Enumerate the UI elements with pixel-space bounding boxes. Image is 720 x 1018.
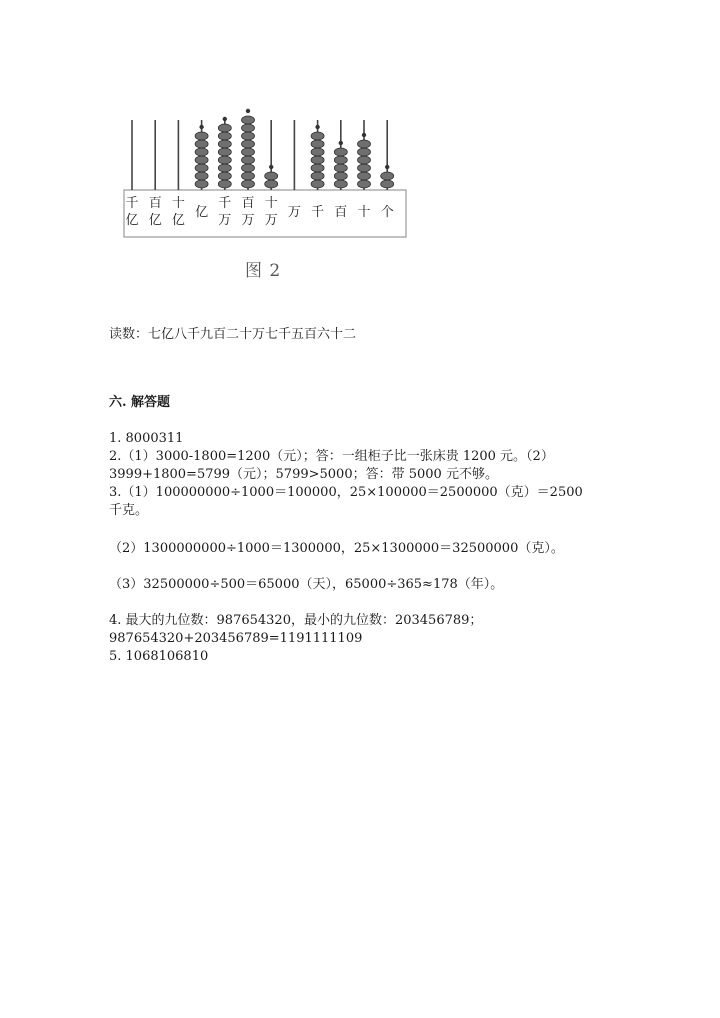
answer-3-part-3: （3）32500000÷500＝65000（天），65000÷365≈178（年）。 bbox=[109, 577, 504, 592]
answer-3-part-2: （2）1300000000÷1000＝1300000，25×1300000＝32500000（克）。 bbox=[109, 541, 564, 556]
abacus-bead bbox=[381, 172, 394, 180]
place-label-bottom: 亿 bbox=[125, 213, 139, 228]
abacus-bead bbox=[242, 180, 255, 188]
answer-5: 5. 1068106810 bbox=[109, 649, 209, 664]
rod-tip bbox=[339, 141, 343, 145]
abacus-bead bbox=[311, 164, 324, 172]
abacus-bead bbox=[265, 172, 278, 180]
answer-4-line-2: 987654320+203456789=1191111109 bbox=[109, 631, 363, 646]
rod-tip bbox=[362, 133, 366, 137]
abacus-bead bbox=[334, 156, 347, 164]
place-label-top: 千 bbox=[125, 196, 139, 211]
abacus-bead bbox=[358, 164, 371, 172]
abacus-bead bbox=[242, 172, 255, 180]
abacus-bead bbox=[242, 156, 255, 164]
answer-2-line-1: 2.（1）3000-1800=1200（元）；答：一组柜子比一张床贵 1200 元。（2） bbox=[109, 449, 554, 464]
place-label: 十 bbox=[357, 205, 371, 220]
abacus-figure bbox=[110, 92, 420, 282]
place-label-top: 十 bbox=[264, 196, 278, 211]
figure-caption: 图 2 bbox=[245, 261, 282, 281]
abacus-bead bbox=[218, 140, 231, 148]
abacus-bead bbox=[358, 140, 371, 148]
abacus-bead bbox=[218, 132, 231, 140]
abacus-bead bbox=[242, 116, 255, 124]
answer-3-part-1: 3.（1）100000000÷1000＝100000，25×100000＝2500000（克）＝2500 千克。 bbox=[109, 485, 583, 518]
place-label-top: 千 bbox=[218, 196, 232, 211]
abacus-bead bbox=[311, 180, 324, 188]
abacus-bead bbox=[195, 148, 208, 156]
abacus-bead bbox=[195, 156, 208, 164]
abacus-bead bbox=[311, 156, 324, 164]
place-label-top: 百 bbox=[241, 196, 255, 211]
abacus-bead bbox=[381, 180, 394, 188]
place-label: 万 bbox=[287, 205, 301, 220]
abacus-bead bbox=[311, 148, 324, 156]
reading-answer: 读数：七亿八千九百二十万七千五百六十二 bbox=[109, 327, 357, 342]
rod-tip bbox=[199, 125, 203, 129]
abacus-diagram bbox=[110, 92, 420, 262]
abacus-bead bbox=[242, 148, 255, 156]
abacus-bead bbox=[242, 124, 255, 132]
abacus-bead bbox=[195, 164, 208, 172]
abacus-bead bbox=[334, 164, 347, 172]
abacus-bead bbox=[311, 172, 324, 180]
rod-tip bbox=[315, 125, 319, 129]
rod-tip bbox=[385, 165, 389, 169]
place-label: 个 bbox=[380, 205, 394, 220]
place-label-bottom: 万 bbox=[218, 213, 232, 228]
place-label: 百 bbox=[334, 205, 348, 220]
answer-2-line-2: 3999+1800=5799（元）；5799>5000；答：带 5000 元不够。 bbox=[109, 467, 498, 482]
abacus-bead bbox=[218, 164, 231, 172]
rod-tip bbox=[246, 109, 250, 113]
abacus-bead bbox=[195, 180, 208, 188]
place-label: 千 bbox=[311, 205, 325, 220]
place-label-bottom: 亿 bbox=[148, 213, 162, 228]
place-label-bottom: 万 bbox=[264, 213, 278, 228]
place-label: 亿 bbox=[195, 205, 209, 220]
abacus-bead bbox=[265, 180, 278, 188]
abacus-bead bbox=[242, 140, 255, 148]
abacus-bead bbox=[311, 132, 324, 140]
abacus-bead bbox=[334, 172, 347, 180]
abacus-bead bbox=[242, 164, 255, 172]
answer-1: 1. 8000311 bbox=[109, 431, 184, 446]
place-label-bottom: 万 bbox=[241, 213, 255, 228]
place-label-top: 百 bbox=[148, 196, 162, 211]
abacus-bead bbox=[358, 180, 371, 188]
rod-tip bbox=[269, 165, 273, 169]
answer-4-line-1: 4. 最大的九位数：987654320，最小的九位数：203456789； bbox=[109, 613, 483, 628]
abacus-bead bbox=[218, 148, 231, 156]
abacus-bead bbox=[334, 148, 347, 156]
abacus-bead bbox=[195, 132, 208, 140]
abacus-bead bbox=[218, 180, 231, 188]
abacus-bead bbox=[311, 140, 324, 148]
abacus-bead bbox=[358, 172, 371, 180]
place-label-top: 十 bbox=[171, 196, 185, 211]
place-label-bottom: 亿 bbox=[171, 213, 185, 228]
section-title: 六. 解答题 bbox=[109, 395, 171, 410]
abacus-bead bbox=[195, 172, 208, 180]
abacus-bead bbox=[218, 156, 231, 164]
abacus-bead bbox=[242, 132, 255, 140]
abacus-bead bbox=[358, 156, 371, 164]
abacus-bead bbox=[358, 148, 371, 156]
abacus-bead bbox=[218, 172, 231, 180]
abacus-bead bbox=[218, 124, 231, 132]
abacus-bead bbox=[195, 140, 208, 148]
rod-tip bbox=[223, 117, 227, 121]
abacus-bead bbox=[334, 180, 347, 188]
